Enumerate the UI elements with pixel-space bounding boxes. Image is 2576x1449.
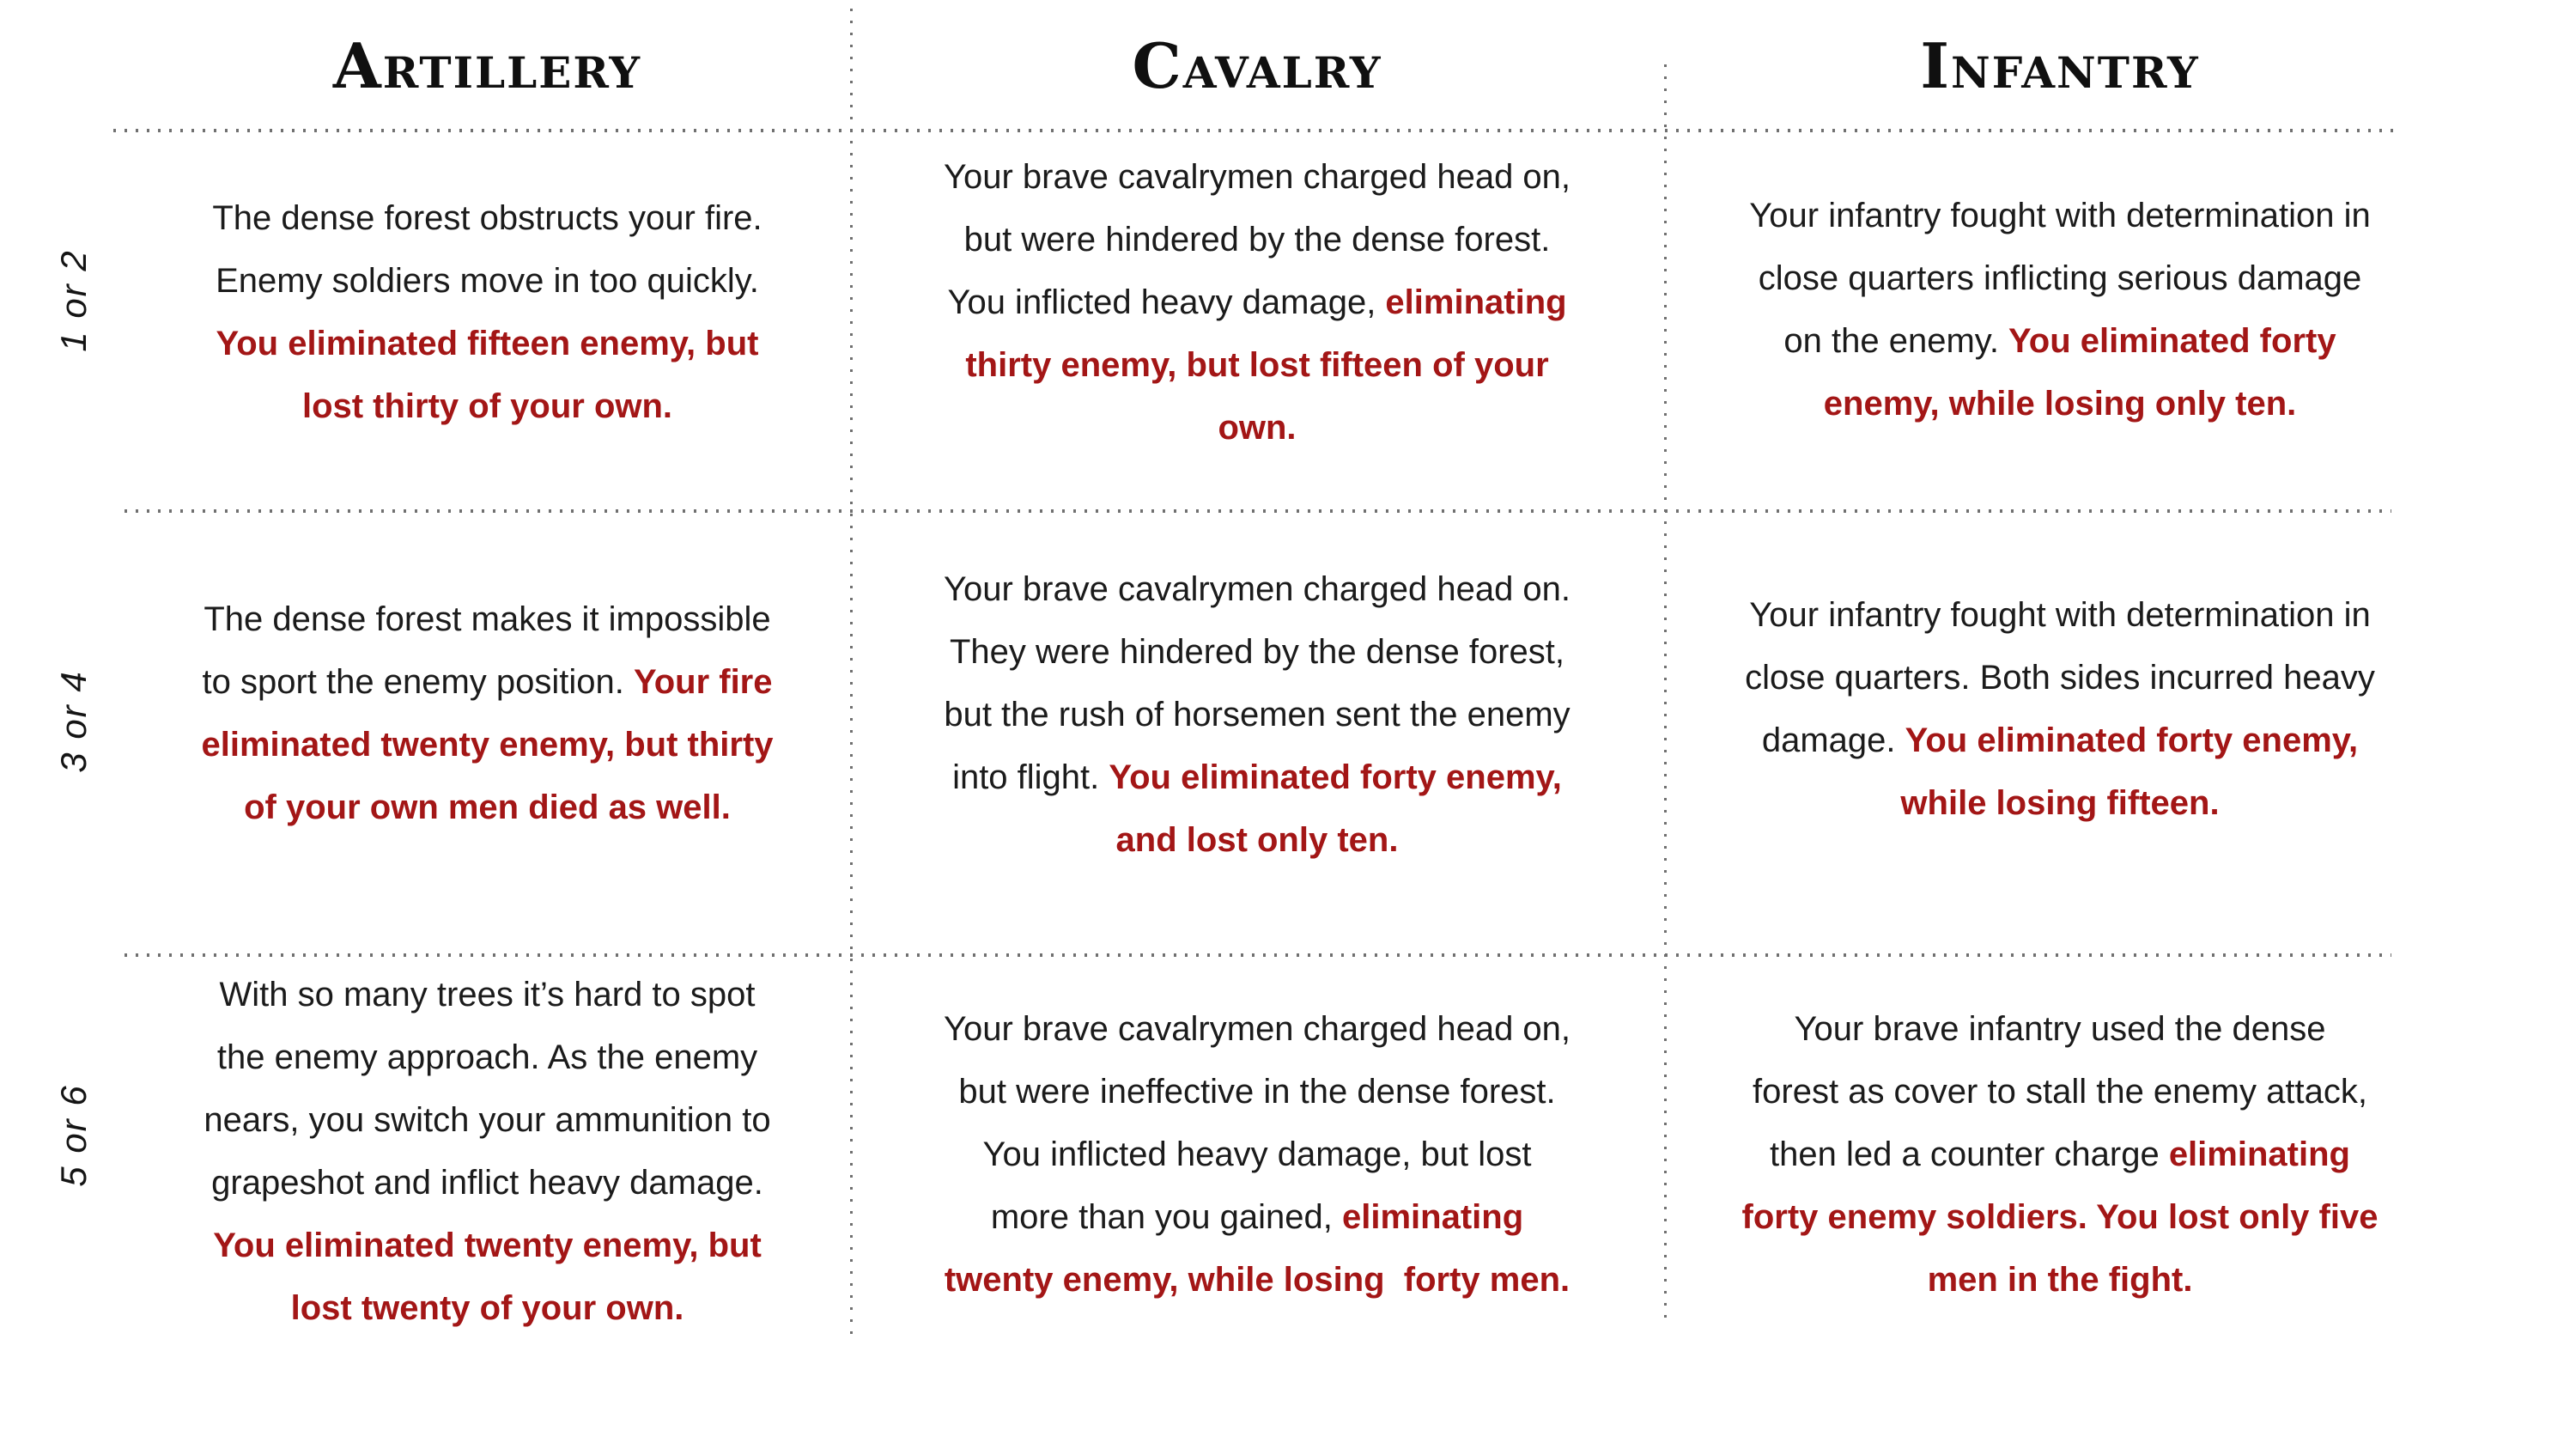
outcome-text-line: Your brave cavalrymen charged head on, (943, 158, 1571, 196)
outcome-cell-infantry-5or6 (1664, 998, 2456, 1312)
outcome-text-line: The dense forest obstructs your fire. (212, 199, 762, 237)
outcome-text-line: nears, you switch your ammunition to (204, 1101, 771, 1139)
outcome-text-line: forty enemy soldiers. You lost only five (1741, 1198, 2379, 1236)
outcome-text-line: eliminated twenty enemy, but thirty (201, 726, 774, 764)
outcome-cell-cavalry-1or2 (850, 146, 1664, 460)
outcome-text-line: own. (1218, 409, 1297, 447)
column-header-infantry: Infantry (1920, 29, 2200, 102)
outcome-text-line: on the enemy. You eliminated forty (1783, 322, 2336, 360)
outcome-cell-cavalry-3or4 (850, 558, 1664, 872)
outcome-text-line: while losing fifteen. (1900, 784, 2220, 822)
outcome-text-line: Your infantry fought with determination in (1749, 596, 2371, 634)
outcome-text-line: You inflicted heavy damage, but lost (982, 1135, 1532, 1173)
outcome-text-line: to sport the enemy position. Your fire (202, 663, 773, 701)
outcome-text-line: men in the fight. (1927, 1261, 2193, 1299)
outcome-text-line: but were hindered by the dense forest. (963, 221, 1551, 259)
outcome-text-line: Enemy soldiers move in too quickly. (216, 262, 759, 300)
outcome-text-line: You inflicted heavy damage, eliminating (947, 283, 1567, 321)
outcome-cell-cavalry-5or6 (850, 998, 1664, 1312)
header-divider-line (113, 129, 2402, 132)
outcome-text-line: of your own men died as well. (244, 788, 731, 826)
row-label-5-or-6: 5 or 6 (53, 1084, 94, 1187)
row-label-3-or-4: 3 or 4 (53, 670, 94, 773)
outcome-cell-artillery-3or4 (125, 588, 850, 839)
outcome-text-line: The dense forest makes it impossible (204, 600, 771, 638)
outcome-text-line: the enemy approach. As the enemy (216, 1038, 758, 1076)
outcome-text-line: but the rush of horsemen sent the enemy (944, 696, 1571, 734)
outcome-cell-artillery-1or2 (125, 187, 850, 438)
outcome-text-line: Your brave infantry used the dense (1794, 1010, 2326, 1048)
outcome-text-line: Your brave cavalrymen charged head on. (943, 570, 1571, 608)
outcome-text-line: twenty enemy, while losing forty men. (944, 1261, 1571, 1299)
outcome-text-line: lost twenty of your own. (290, 1289, 684, 1327)
row-divider-line-1 (125, 509, 2391, 513)
outcome-text-line: close quarters inflicting serious damage (1758, 259, 2362, 297)
outcome-cell-artillery-5or6 (125, 964, 850, 1340)
outcome-text-line: damage. You eliminated forty enemy, (1761, 721, 2359, 759)
outcome-text-line: forest as cover to stall the enemy attack, (1753, 1073, 2367, 1111)
outcome-text-line: but were ineffective in the dense forest. (958, 1073, 1556, 1111)
outcome-text-line: close quarters. Both sides incurred heavy (1745, 659, 2375, 697)
outcome-cell-infantry-3or4 (1664, 584, 2456, 835)
outcome-text-line: into flight. You eliminated forty enemy, (952, 758, 1562, 796)
outcome-text-line: You eliminated fifteen enemy, but (216, 325, 759, 362)
outcome-cell-infantry-1or2 (1664, 185, 2456, 435)
outcome-text-line: enemy, while losing only ten. (1823, 385, 2297, 423)
outcome-text-line: and lost only ten. (1115, 821, 1399, 859)
outcome-text-line: Your brave cavalrymen charged head on, (943, 1010, 1571, 1048)
outcome-text-line: You eliminated twenty enemy, but (213, 1227, 762, 1264)
row-divider-line-2 (125, 953, 2391, 957)
outcome-text-line: grapeshot and inflict heavy damage. (211, 1164, 763, 1202)
outcome-text-line: thirty enemy, but lost fifteen of your (965, 346, 1549, 384)
outcome-text-line: more than you gained, eliminating (990, 1198, 1524, 1236)
outcome-text-line: lost thirty of your own. (301, 387, 673, 425)
outcome-text-line: They were hindered by the dense forest, (950, 633, 1564, 671)
outcome-text-line: Your infantry fought with determination in (1749, 197, 2371, 234)
outcome-text-line: then led a counter charge eliminating (1770, 1135, 2350, 1173)
row-label-1-or-2: 1 or 2 (53, 249, 94, 352)
column-header-artillery: Artillery (332, 29, 642, 102)
outcome-text-line: With so many trees it’s hard to spot (219, 976, 756, 1014)
column-header-cavalry: Cavalry (1132, 29, 1382, 102)
